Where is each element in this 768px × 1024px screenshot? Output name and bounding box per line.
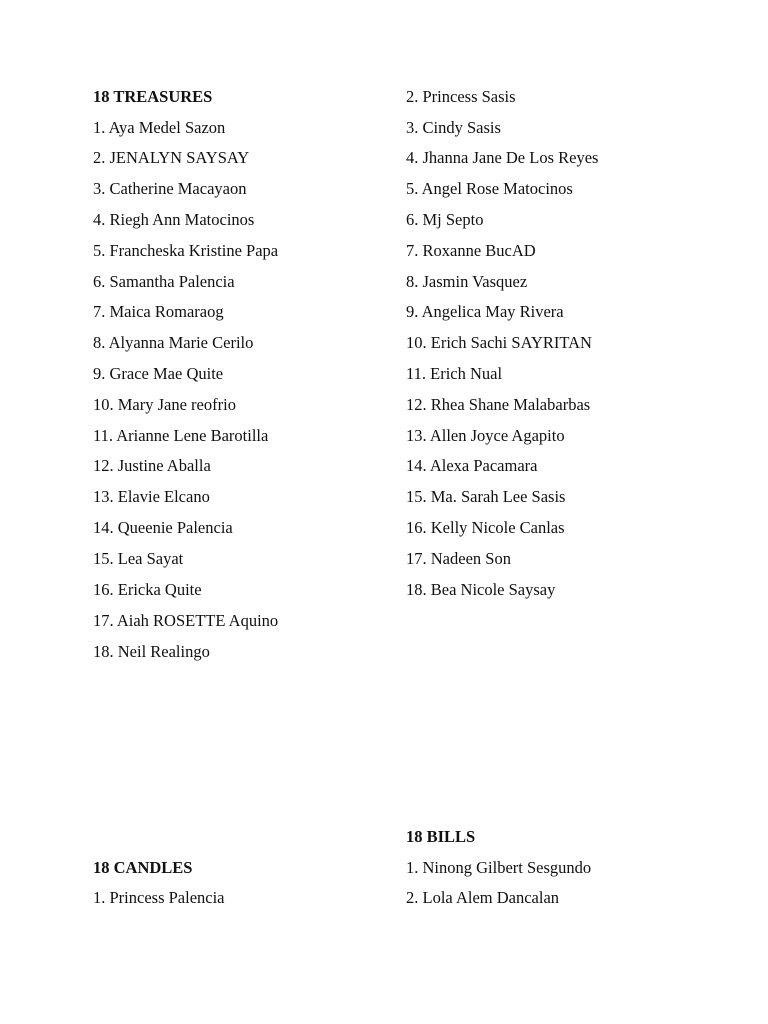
list-item: 8. Jasmin Vasquez [406, 272, 528, 291]
list-item: 4. Riegh Ann Matocinos [93, 210, 255, 229]
list-item: 15. Lea Sayat [93, 549, 184, 568]
list-item: 10. Mary Jane reofrio [93, 395, 236, 414]
list-item: 6. Mj Septo [406, 210, 484, 229]
list-item: 2. JENALYN SAYSAY [93, 148, 250, 167]
list-item: 17. Aiah ROSETTE Aquino [93, 611, 279, 630]
list-item: 3. Cindy Sasis [406, 118, 501, 137]
list-item: 2. Lola Alem Dancalan [406, 888, 560, 907]
list-item: 16. Kelly Nicole Canlas [406, 518, 565, 537]
candles-heading: 18 CANDLES [93, 858, 193, 877]
list-item: 5. Francheska Kristine Papa [93, 241, 279, 260]
list-item: 1. Princess Palencia [93, 888, 225, 907]
list-item: 14. Queenie Palencia [93, 518, 233, 537]
list-item: 11. Arianne Lene Barotilla [93, 426, 269, 445]
list-item: 12. Justine Aballa [93, 456, 211, 475]
list-item: 13. Allen Joyce Agapito [406, 426, 565, 445]
list-item: 9. Grace Mae Quite [93, 364, 224, 383]
list-item: 8. Alyanna Marie Cerilo [93, 333, 254, 352]
list-item: 15. Ma. Sarah Lee Sasis [406, 487, 566, 506]
treasures-heading: 18 TREASURES [93, 87, 213, 106]
list-item: 18. Neil Realingo [93, 642, 210, 661]
list-item: 10. Erich Sachi SAYRITAN [406, 333, 592, 352]
list-item: 2. Princess Sasis [406, 87, 516, 106]
list-item: 4. Jhanna Jane De Los Reyes [406, 148, 599, 167]
list-item: 7. Maica Romaraog [93, 302, 224, 321]
list-item: 12. Rhea Shane Malabarbas [406, 395, 591, 414]
list-item: 13. Elavie Elcano [93, 487, 210, 506]
list-item: 6. Samantha Palencia [93, 272, 235, 291]
list-item: 5. Angel Rose Matocinos [406, 179, 573, 198]
list-item: 1. Ninong Gilbert Sesgundo [406, 858, 592, 877]
list-item: 11. Erich Nual [406, 364, 503, 383]
list-item: 14. Alexa Pacamara [406, 456, 538, 475]
list-item: 1. Aya Medel Sazon [93, 118, 226, 137]
list-item: 9. Angelica May Rivera [406, 302, 564, 321]
list-item: 17. Nadeen Son [406, 549, 511, 568]
list-item: 16. Ericka Quite [93, 580, 202, 599]
bills-heading: 18 BILLS [406, 827, 476, 846]
list-item: 7. Roxanne BucAD [406, 241, 536, 260]
list-item: 18. Bea Nicole Saysay [406, 580, 556, 599]
list-item: 3. Catherine Macayaon [93, 179, 247, 198]
